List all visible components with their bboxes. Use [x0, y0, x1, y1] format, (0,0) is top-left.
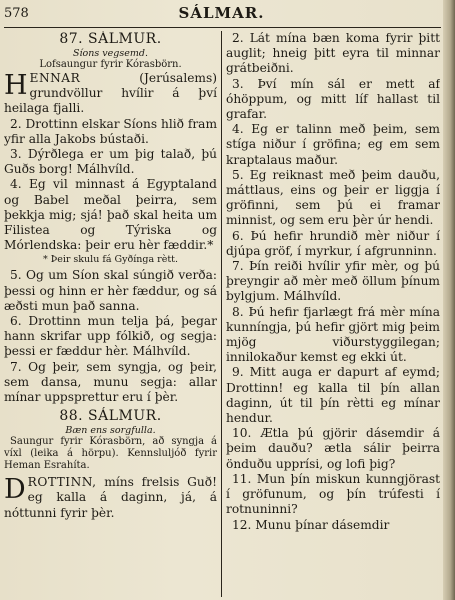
psalm-87-title: 87. SÁLMUR. [59, 31, 162, 47]
verse: 8. Þú hefir fjarlægt frá mèr mína kunníngja, þú hefir gjört mig þeim mjög viðurstyggilegan; innilokaður kemst eg ekki út. [226, 304, 440, 365]
verse: 4. Eg er talinn með þeim, sem stíga niður í gröfina; eg em sem kraptalaus maður. [226, 122, 440, 167]
verse: 2. Lát mína bæn koma fyrir þitt auglit; hneig þitt eyra til minnar grátbeiðni. [226, 31, 440, 76]
verse: 11. Mun þín miskun kunngjörast í gröfunum, og þín trúfesti í rotnuninni? [226, 471, 440, 517]
psalm-88-title: 88. SÁLMUR. [59, 408, 162, 425]
drop-cap: D [4, 474, 26, 506]
psalm-87-verse-1: HENNAR (Jerúsalems) grundvöllur hvílir á því heilaga fjalli. [4, 70, 217, 116]
psalm-88-subtitle: Bæn ens sorgfulla. [65, 425, 156, 437]
verse: 4. Eg vil minnast á Egyptaland og Babel meðal þeirra, sem þekkja mig; sjá! það skal heita um Filistea og Týriska og Mórlendska: þeir eru hèr fæddir.* [4, 177, 217, 253]
verse: 5. Og um Síon skal súngið verða: þessi og hinn er hèr fæddur, og sá æðsti mun það sanna. [4, 268, 217, 313]
verse: 3. Því mín sál er mett af óhöppum, og mitt líf hallast til grafar. [226, 76, 440, 122]
psalm-88-verse-1: DROTTINN, míns frelsis Guð! eg kalla á daginn, já, á nóttunni fyrir þèr. [4, 474, 217, 520]
verse: 7. Þín reiði hvílir yfir mèr, og þú þreyngir að mèr með öllum þínum bylgjum. Málhvíld. [226, 259, 440, 304]
verse: 7. Og þeir, sem syngja, og þeir, sem dansa, munu segja: allar mínar uppsprettur eru í þèr. [4, 359, 217, 405]
psalm-88-superscription: Saungur fyrir Kórasbörn, að syngja á víxl (leika á hörpu). Kennsluljóð fyrir Heman Esrahíta. [4, 436, 217, 472]
running-title: SÁLMAR. [178, 4, 265, 22]
psalm-87-subtitle: Síons vegsemd. [73, 48, 148, 59]
verse: 3. Dýrðlega er um þig talað, þú Guðs borg! Málhvíld. [4, 147, 217, 177]
page-header [0, 4, 443, 26]
verse: 12. Munu þínar dásemdir [232, 517, 390, 532]
verse: 6. Drottinn mun telja þá, þegar hann skrifar upp fólkið, og segja: þessi er fæddur hèr. Málhvíld. [4, 314, 217, 359]
psalm-87-superscription: Lofsaungur fyrir Kórasbörn. [39, 59, 182, 70]
right-column [226, 31, 440, 597]
drop-cap: H [4, 70, 28, 101]
header-rule [4, 27, 441, 28]
page-number: 578 [4, 6, 29, 21]
verse: 6. Þú hefir hrundið mèr niður í djúpa gröf, í myrkur, í afgrunninn. [226, 228, 440, 258]
verse: 9. Mitt auga er dapurt af eymd; Drottinn! eg kalla til þín allan daginn, út til þín rètti eg mínar hendur. [226, 365, 440, 426]
verse: 5. Eg reiknast með þeim dauðu, máttlaus, eins og þeir er liggja í gröfinni, sem þú ei framar minnist, og sem eru þèr úr hendi. [226, 167, 440, 228]
verse: 2. Drottinn elskar Síons hlið fram yfir alla Jakobs bústaði. [4, 116, 217, 146]
footnote: * Þeir skulu fá Gyðínga rètt. [43, 254, 178, 266]
page-edge [443, 0, 455, 600]
left-column [4, 31, 217, 597]
verse: 10. Ætla þú gjörir dásemdir á þeim dauðu? ætla sálir þeirra önduðu upprísi, og lofi þig? [226, 426, 440, 471]
column-divider [221, 31, 222, 597]
